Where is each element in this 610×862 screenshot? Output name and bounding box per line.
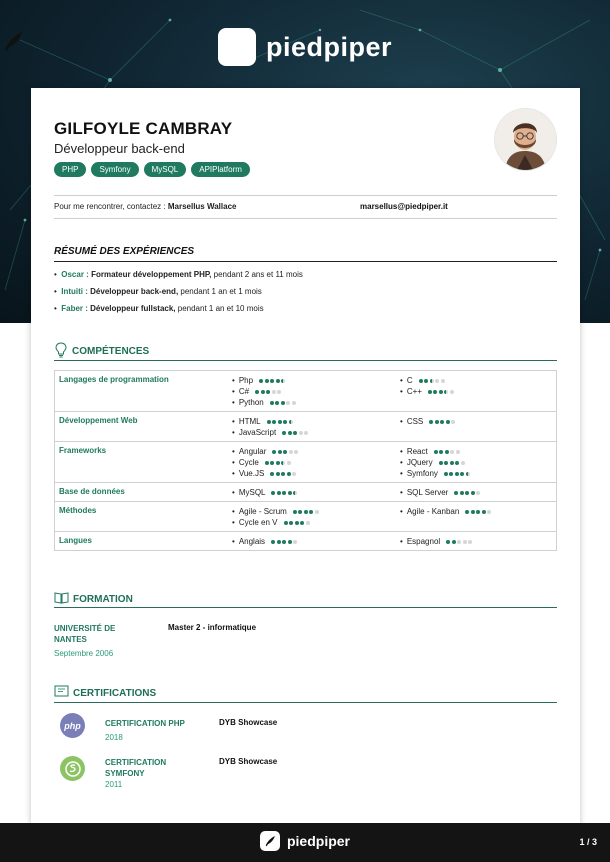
bullet: • <box>400 507 403 516</box>
bullet: • <box>232 469 235 478</box>
certification-name: CERTIFICATION SYMFONY <box>105 758 167 778</box>
skill-level-dot <box>482 510 486 514</box>
skill-item <box>232 517 392 528</box>
skill-level-dot <box>487 510 491 514</box>
skill-level-dot <box>419 379 423 383</box>
skill-category: Langages de programmation <box>55 371 229 412</box>
skill-level-dot <box>281 472 285 476</box>
skill-item <box>232 468 392 479</box>
skill-level-dot <box>277 390 281 394</box>
skill-level-dot <box>435 379 439 383</box>
certification-org: DYB Showcase <box>219 757 278 766</box>
experience-item: • Intuiti : Développeur back-end, pendant 1 an et 1 mois <box>54 287 262 296</box>
skill-name: JQuery <box>406 458 433 467</box>
bullet: • <box>232 376 235 385</box>
experience-role: Développeur fullstack, <box>90 304 176 313</box>
skill-item <box>400 416 552 427</box>
tag-mysql: MySQL <box>144 162 187 177</box>
experience-item: • Faber : Développeur fullstack, pendant 1 an et 10 mois <box>54 304 264 313</box>
skill-level-dot <box>272 390 276 394</box>
bullet: • <box>232 428 235 437</box>
skill-level-dot <box>441 379 445 383</box>
certifications-heading <box>54 685 156 701</box>
skill-level-dot <box>304 510 308 514</box>
skill-level-dot <box>261 390 265 394</box>
experiences-title: RÉSUMÉ DES EXPÉRIENCES <box>54 246 195 257</box>
skill-name: Php <box>238 376 254 385</box>
skill-level-dot <box>439 450 443 454</box>
skill-name: Python <box>238 398 264 407</box>
brand-name: piedpiper <box>265 31 392 62</box>
piedpiper-logo-icon <box>218 28 256 66</box>
skill-level-dot <box>259 379 263 383</box>
skill-level-dot <box>299 431 303 435</box>
skill-level <box>271 536 299 547</box>
skill-level-dot <box>471 491 475 495</box>
bullet: • <box>232 458 235 467</box>
experience-duration: pendant 1 an et 10 mois <box>177 304 264 313</box>
skill-item <box>400 386 552 397</box>
experience-company: Intuiti : <box>61 287 88 296</box>
skill-category: Développement Web <box>55 412 229 442</box>
contact-prefix: Pour me rencontrer, contactez : <box>54 202 166 211</box>
skill-level-dot <box>270 472 274 476</box>
bullet: • <box>232 537 235 546</box>
skill-level-dot <box>444 461 448 465</box>
skills-row <box>55 442 557 483</box>
skill-level-dot <box>460 472 464 476</box>
certification-org: DYB Showcase <box>219 718 278 727</box>
skill-level-dot <box>457 540 461 544</box>
skill-level-dot <box>286 401 290 405</box>
skill-name: MySQL <box>238 488 266 497</box>
skill-level-dot <box>450 390 454 394</box>
divider <box>54 218 557 219</box>
skills-underline <box>54 360 557 361</box>
skill-level-dot <box>315 510 319 514</box>
skill-name: CSS <box>406 417 424 426</box>
skill-level-dot <box>255 390 259 394</box>
page-footer <box>0 823 610 862</box>
skill-level-dot <box>440 420 444 424</box>
bullet: • <box>232 488 235 497</box>
skill-level <box>282 427 310 438</box>
skill-level-dot <box>435 420 439 424</box>
skill-name: Angular <box>238 447 267 456</box>
education-school: UNIVERSITÉ DE NANTES <box>54 624 116 644</box>
experience-duration: pendant 2 ans et 11 mois <box>213 270 303 279</box>
experience-role: Développeur back-end, <box>90 287 179 296</box>
skill-level-dot <box>265 379 269 383</box>
skill-level-dot <box>309 510 313 514</box>
skills-row <box>55 412 557 442</box>
skill-name: C++ <box>406 387 422 396</box>
skill-level-dot <box>271 491 275 495</box>
skill-level-dot <box>271 540 275 544</box>
symfony-icon <box>60 756 85 781</box>
skill-level-dot <box>463 540 467 544</box>
skill-name: C <box>406 376 413 385</box>
bullet: • <box>400 458 403 467</box>
skill-level-dot <box>429 420 433 424</box>
skill-level-dot <box>287 472 291 476</box>
contact-line <box>54 202 236 211</box>
skill-name: Agile - Kanban <box>406 507 460 516</box>
skill-item <box>400 375 552 386</box>
skills-row <box>55 502 557 532</box>
candidate-name: GILFOYLE CAMBRAY <box>54 119 233 138</box>
skills-row <box>55 532 557 551</box>
skill-level-dot <box>277 540 281 544</box>
skill-level-dot <box>295 521 299 525</box>
bullet: • <box>400 537 403 546</box>
education-date: Septembre 2006 <box>54 649 114 658</box>
education-degree: Master 2 - informatique <box>168 623 257 632</box>
skill-level-dot <box>281 461 285 465</box>
skill-level-dot <box>434 450 438 454</box>
skill-level-dot <box>278 450 282 454</box>
experience-item: • Oscar : Formateur développement PHP, pendant 2 ans et 11 mois <box>54 270 303 279</box>
certificate-icon <box>54 685 69 701</box>
skill-item <box>232 506 392 517</box>
skill-level <box>265 457 293 468</box>
bullet: • <box>232 417 235 426</box>
skill-level-dot <box>449 472 453 476</box>
experience-company: Oscar : <box>61 270 89 279</box>
skill-level <box>465 506 493 517</box>
skill-name: Agile - Scrum <box>238 507 287 516</box>
candidate-role: Développeur back-end <box>54 141 185 156</box>
skill-level-dot <box>282 540 286 544</box>
page-number: 1 / 3 <box>579 837 597 847</box>
skill-level <box>272 446 300 457</box>
skill-level-dot <box>288 540 292 544</box>
skill-item <box>400 536 552 547</box>
skill-level-dot <box>430 379 434 383</box>
skill-level-dot <box>293 491 297 495</box>
bullet: • <box>400 488 403 497</box>
skill-item <box>400 468 552 479</box>
avatar <box>495 109 556 170</box>
skill-item <box>232 487 392 498</box>
skills-row <box>55 371 557 412</box>
skill-level-dot <box>292 472 296 476</box>
skill-level-dot <box>471 510 475 514</box>
tag-php: PHP <box>54 162 86 177</box>
skill-level-dot <box>433 390 437 394</box>
skill-level <box>284 517 312 528</box>
skill-level-dot <box>272 420 276 424</box>
skill-level-dot <box>276 472 280 476</box>
book-icon <box>54 591 69 607</box>
skill-item <box>400 506 552 517</box>
skill-level-dot <box>289 521 293 525</box>
lightbulb-icon <box>54 342 68 361</box>
php-icon: php <box>60 713 85 738</box>
skill-level <box>259 375 287 386</box>
skill-level-dot <box>445 450 449 454</box>
bullet: • <box>232 447 235 456</box>
skill-level-dot <box>456 450 460 454</box>
skill-level <box>270 468 298 479</box>
skill-level <box>434 446 462 457</box>
skill-level-dot <box>452 540 456 544</box>
skill-level-dot <box>281 401 285 405</box>
skill-level-dot <box>270 379 274 383</box>
skill-category: Base de données <box>55 483 229 502</box>
skill-level-dot <box>266 390 270 394</box>
skill-level-dot <box>283 420 287 424</box>
divider <box>54 195 557 196</box>
skill-name: Vue.JS <box>238 469 265 478</box>
skill-level-dot <box>270 461 274 465</box>
bullet: • <box>232 387 235 396</box>
skill-name: Cycle <box>238 458 259 467</box>
skill-level <box>270 397 298 408</box>
skill-level-dot <box>439 390 443 394</box>
skill-name: JavaScript <box>238 428 277 437</box>
footer-logo <box>0 831 610 851</box>
skill-level-dot <box>461 461 465 465</box>
formation-title: FORMATION <box>73 593 133 605</box>
skill-level-dot <box>267 420 271 424</box>
skill-level-dot <box>446 540 450 544</box>
skill-level-dot <box>476 510 480 514</box>
skill-level-dot <box>278 420 282 424</box>
skill-level-dot <box>277 491 281 495</box>
skill-level-dot <box>476 491 480 495</box>
certification-year: 2011 <box>105 780 123 789</box>
skill-level <box>428 386 456 397</box>
bullet: • <box>400 469 403 478</box>
skill-category: Frameworks <box>55 442 229 483</box>
skill-item <box>232 397 392 408</box>
skills-title: COMPÉTENCES <box>72 346 150 357</box>
bullet: • <box>232 398 235 407</box>
skill-level-dot <box>265 461 269 465</box>
skill-item <box>232 427 392 438</box>
skill-item <box>232 536 392 547</box>
skill-level-dot <box>287 461 291 465</box>
skill-level <box>444 468 472 479</box>
bullet: • <box>232 518 235 527</box>
skill-name: HTML <box>238 417 261 426</box>
skill-level <box>293 506 321 517</box>
skills-row <box>55 483 557 502</box>
skill-level <box>454 487 482 498</box>
skill-level-dot <box>304 431 308 435</box>
skill-level-dot <box>289 420 293 424</box>
skill-item <box>232 446 392 457</box>
skills-heading <box>54 342 149 361</box>
skill-name: C# <box>238 387 250 396</box>
skill-level-dot <box>276 379 280 383</box>
skill-level-dot <box>450 461 454 465</box>
bullet: • <box>400 417 403 426</box>
skill-item <box>400 457 552 468</box>
skill-level-dot <box>306 521 310 525</box>
skill-level-dot <box>466 472 470 476</box>
bullet: • <box>400 376 403 385</box>
skill-level-dot <box>446 420 450 424</box>
skill-level-dot <box>444 390 448 394</box>
skills-table <box>54 370 557 551</box>
skill-level-dot <box>428 390 432 394</box>
skill-level <box>255 386 283 397</box>
skill-item <box>232 457 392 468</box>
skill-level-dot <box>465 491 469 495</box>
skill-tags <box>54 162 250 177</box>
skill-level-dot <box>276 461 280 465</box>
skill-level <box>439 457 467 468</box>
skill-level-dot <box>300 521 304 525</box>
skill-item <box>400 487 552 498</box>
resume-page <box>31 88 580 825</box>
skill-item <box>232 386 392 397</box>
skill-level-dot <box>281 379 285 383</box>
skill-level-dot <box>282 491 286 495</box>
skill-category: Méthodes <box>55 502 229 532</box>
footer-brand-name: piedpiper <box>286 833 350 849</box>
tag-symfony: Symfony <box>91 162 138 177</box>
skill-level-dot <box>284 521 288 525</box>
brand-logo <box>0 28 610 66</box>
skill-level <box>267 416 295 427</box>
skill-name: Espagnol <box>406 537 441 546</box>
skill-item <box>232 375 392 386</box>
formation-heading <box>54 591 133 607</box>
skill-level-dot <box>450 450 454 454</box>
skill-level-dot <box>294 450 298 454</box>
skill-level-dot <box>455 472 459 476</box>
skill-level-dot <box>468 540 472 544</box>
skill-level-dot <box>289 450 293 454</box>
certification-year: 2018 <box>105 733 123 742</box>
skill-level-dot <box>292 401 296 405</box>
skill-level-dot <box>465 510 469 514</box>
bullet: • <box>400 447 403 456</box>
skill-level-dot <box>424 379 428 383</box>
certification-name: CERTIFICATION PHP <box>105 719 185 728</box>
skill-category: Langues <box>55 532 229 551</box>
experience-company: Faber : <box>61 304 88 313</box>
skill-level-dot <box>293 510 297 514</box>
skill-name: React <box>406 447 428 456</box>
experience-role: Formateur développement PHP, <box>91 270 212 279</box>
skill-level-dot <box>288 491 292 495</box>
certifications-title: CERTIFICATIONS <box>73 687 157 699</box>
skill-level <box>446 536 474 547</box>
skill-item <box>400 446 552 457</box>
certifications-underline <box>54 702 557 703</box>
skill-level <box>271 487 299 498</box>
skill-name: Symfony <box>406 469 438 478</box>
skill-level-dot <box>283 450 287 454</box>
skill-level-dot <box>270 401 274 405</box>
skill-level <box>419 375 447 386</box>
skill-name: SQL Server <box>406 488 449 497</box>
skill-level-dot <box>460 491 464 495</box>
formation-underline <box>54 607 557 608</box>
tag-apiplatform: APIPlatform <box>191 162 250 177</box>
bullet: • <box>400 387 403 396</box>
experience-duration: pendant 1 an et 1 mois <box>180 287 262 296</box>
skill-level-dot <box>282 431 286 435</box>
skill-level-dot <box>293 540 297 544</box>
skill-level-dot <box>293 431 297 435</box>
skill-level <box>429 416 457 427</box>
skill-level-dot <box>455 461 459 465</box>
skill-name: Anglais <box>238 537 266 546</box>
skill-level-dot <box>275 401 279 405</box>
skill-level-dot <box>439 461 443 465</box>
skill-name: Cycle en V <box>238 518 278 527</box>
experiences-underline <box>54 261 557 262</box>
piedpiper-logo-icon <box>260 831 280 851</box>
contact-email[interactable]: marsellus@piedpiper.it <box>360 202 448 211</box>
skill-level-dot <box>298 510 302 514</box>
skill-level-dot <box>454 491 458 495</box>
skill-level-dot <box>451 420 455 424</box>
skill-item <box>232 416 392 427</box>
skill-level-dot <box>272 450 276 454</box>
bullet: • <box>232 507 235 516</box>
skill-level-dot <box>288 431 292 435</box>
contact-person: Marsellus Wallace <box>167 202 237 211</box>
skill-level-dot <box>444 472 448 476</box>
